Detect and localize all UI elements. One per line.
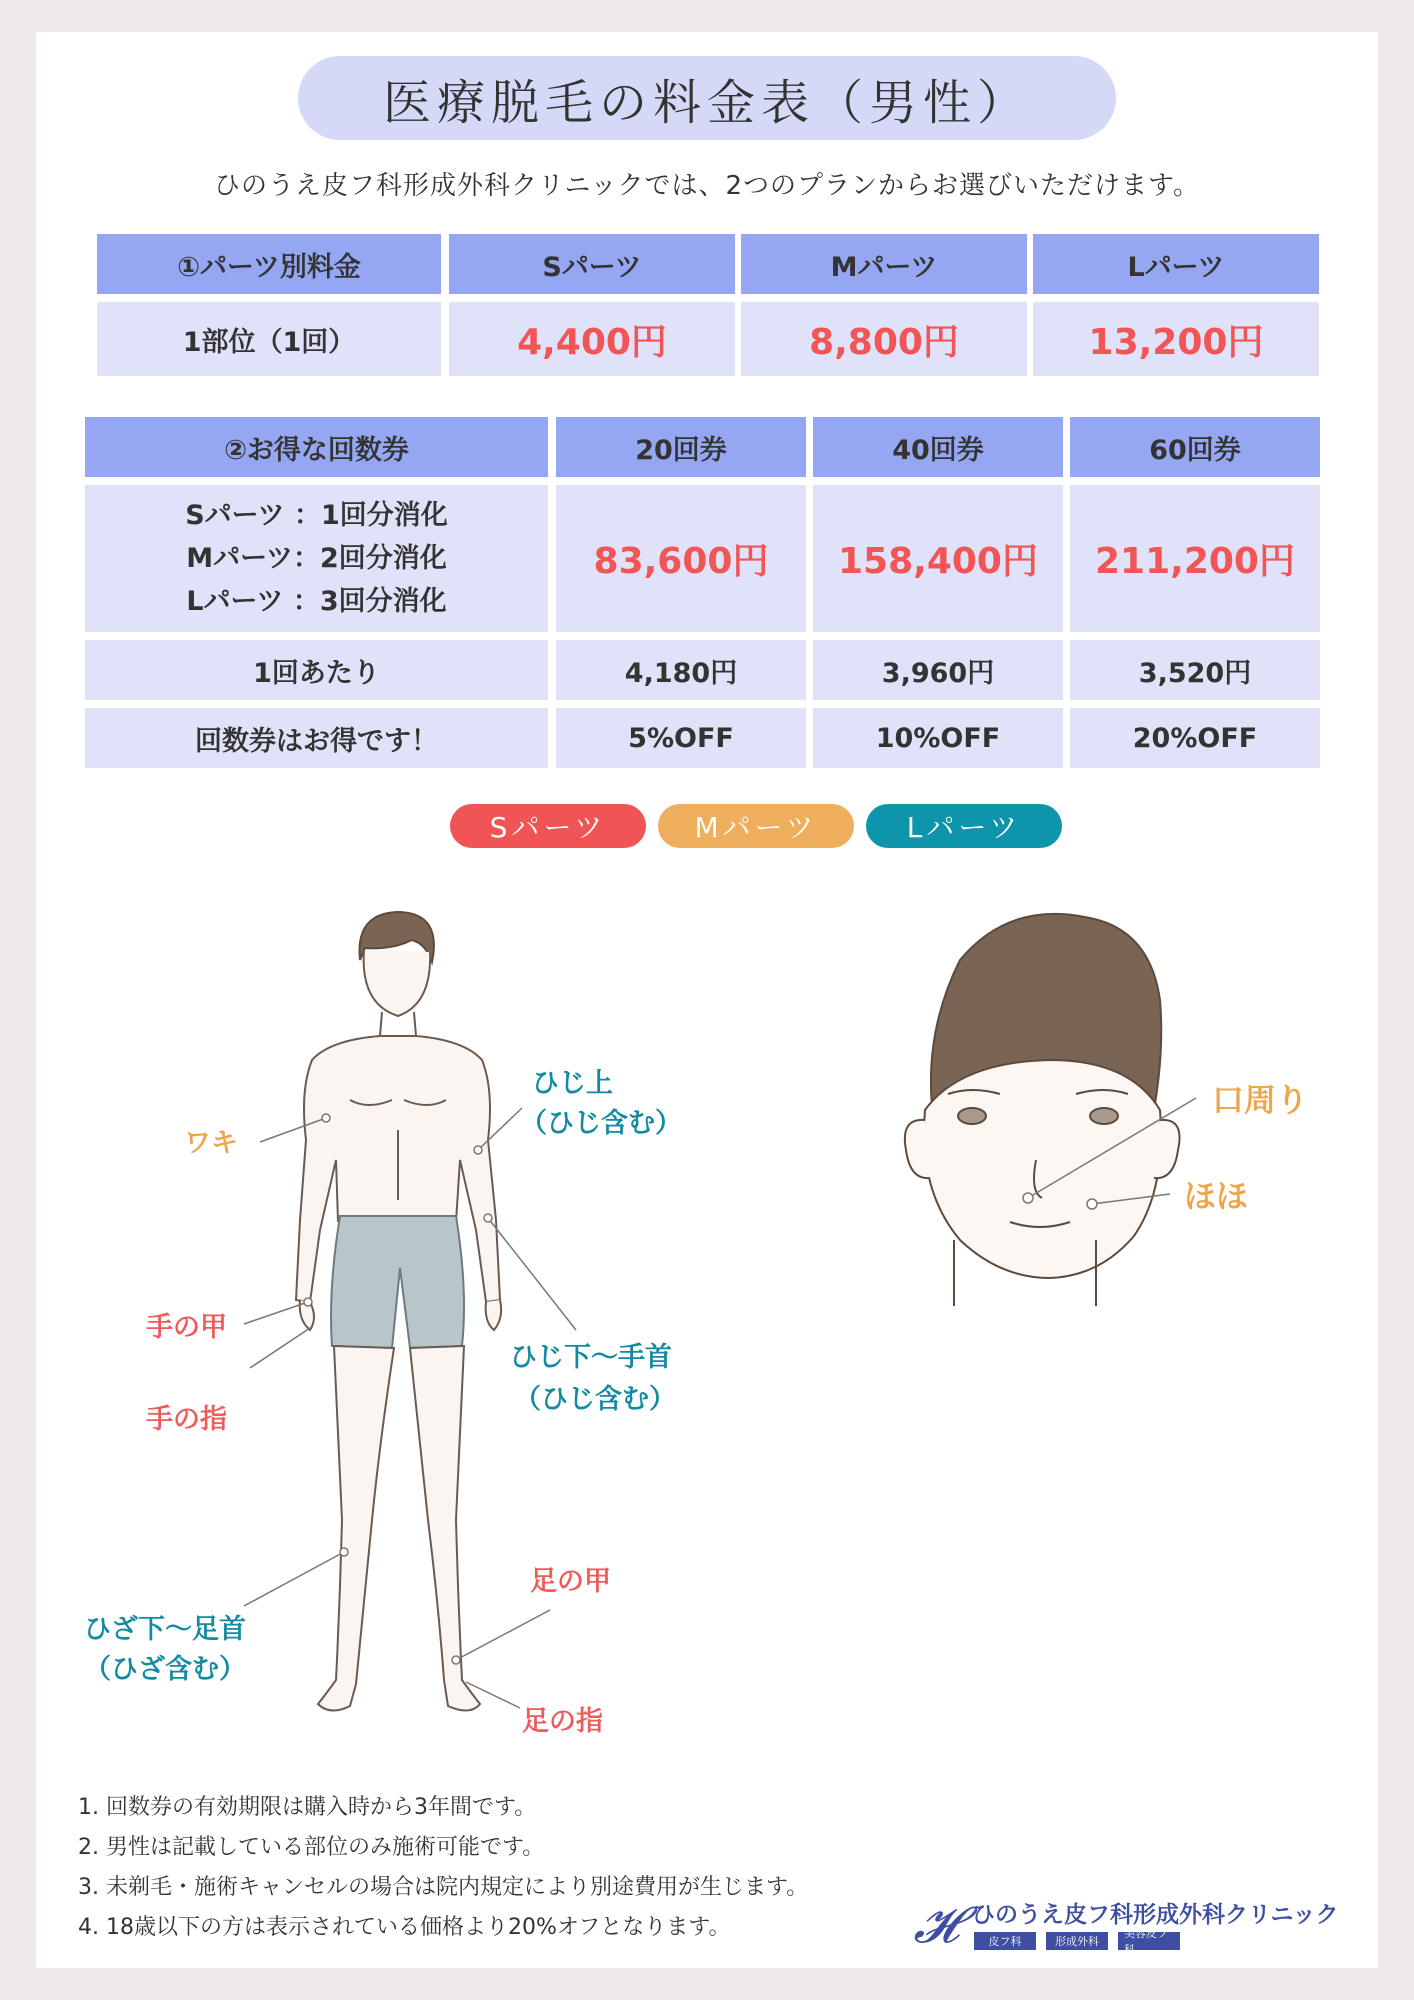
table2-header-60: 60回券 [1070,417,1320,477]
label-hiza-shita: ひざ下〜足首 [84,1614,246,1645]
legend-s-badge: Sパーツ [450,804,646,848]
table1-row-label: 1部位（1回） [97,302,441,376]
table2-per-60: 3,520円 [1070,640,1320,700]
table2-price-40: 158,400円 [813,485,1063,632]
label-hoho: ほほ [1184,1177,1249,1215]
table1-header-s: Sパーツ [449,234,735,294]
table2-per-label: 1回あたり [85,640,548,700]
label-hiza-shita-sub: （ひざ含む） [84,1654,246,1685]
label-waki: ワキ [184,1128,238,1159]
table2-price-60: 211,200円 [1070,485,1320,632]
table2-header-label: ②お得な回数券 [85,417,548,477]
logo-name: ひのうえ皮フ科形成外科クリニック [972,1902,1339,1928]
consumption-s: Sパーツ ：1回分消化 [185,500,448,531]
logo-dept: 美容皮フ科 [1118,1932,1180,1950]
page-title: 医療脱毛の料金表（男性） [298,56,1116,140]
table2-discount-40: 10%OFF [813,708,1063,768]
label-te-no-yubi: 手の指 [146,1404,227,1435]
logo-dept: 皮フ科 [974,1932,1036,1950]
legend-l-badge: Lパーツ [866,804,1062,848]
notes-list [78,1788,808,1948]
legend-m-badge: Mパーツ [658,804,854,848]
table2-discount-label: 回数券はお得です！ [85,708,548,768]
label-ashi-no-kou: 足の甲 [530,1566,611,1597]
table1-header-l: Lパーツ [1033,234,1319,294]
note-item: 3. 未剃毛・施術キャンセルの場合は院内規定により別途費用が生じます。 [78,1875,809,1900]
consumption-l: Lパーツ ：3回分消化 [186,586,447,617]
male-body-illustration [296,912,501,1711]
table2-header-40: 40回券 [813,417,1063,477]
note-item: 2. 男性は記載している部位のみ施術可能です。 [78,1835,545,1860]
table2-discount-20: 5%OFF [556,708,806,768]
clinic-logo [906,1896,1366,1958]
table2-header-20: 20回券 [556,417,806,477]
table2-per-20: 4,180円 [556,640,806,700]
label-hiji-shita: ひじ下〜手首 [510,1342,672,1373]
label-kuchi-mawari: 口周り [1212,1081,1309,1119]
note-item: 4. 18歳以下の方は表示されている価格より20%オフとなります。 [78,1915,731,1940]
label-hiji-ue: ひじ上 [532,1068,613,1099]
table1-header-label: ①パーツ別料金 [97,234,441,294]
table1-price-m: 8,800円 [741,302,1027,376]
intro-text: ひのうえ皮フ科形成外科クリニックでは、2つのプランからお選びいただけます。 [214,171,1200,201]
note-item: 1. 回数券の有効期限は購入時から3年間です。 [78,1795,537,1820]
table2-price-20: 83,600円 [556,485,806,632]
label-te-no-kou: 手の甲 [146,1312,227,1343]
table2-discount-60: 20%OFF [1070,708,1320,768]
label-hiji-shita-sub: （ひじ含む） [514,1384,676,1415]
consumption-m: Mパーツ：2回分消化 [186,543,447,574]
table2-per-40: 3,960円 [813,640,1063,700]
face-illustration [905,914,1180,1306]
table1-price-s: 4,400円 [449,302,735,376]
logo-mark-icon: 𝓗 [913,1895,959,1954]
label-ashi-no-yubi: 足の指 [522,1706,603,1737]
label-hiji-ue-sub: （ひじ含む） [520,1108,682,1139]
table1-header-m: Mパーツ [741,234,1027,294]
logo-dept: 形成外科 [1046,1932,1108,1950]
table1-price-l: 13,200円 [1033,302,1319,376]
